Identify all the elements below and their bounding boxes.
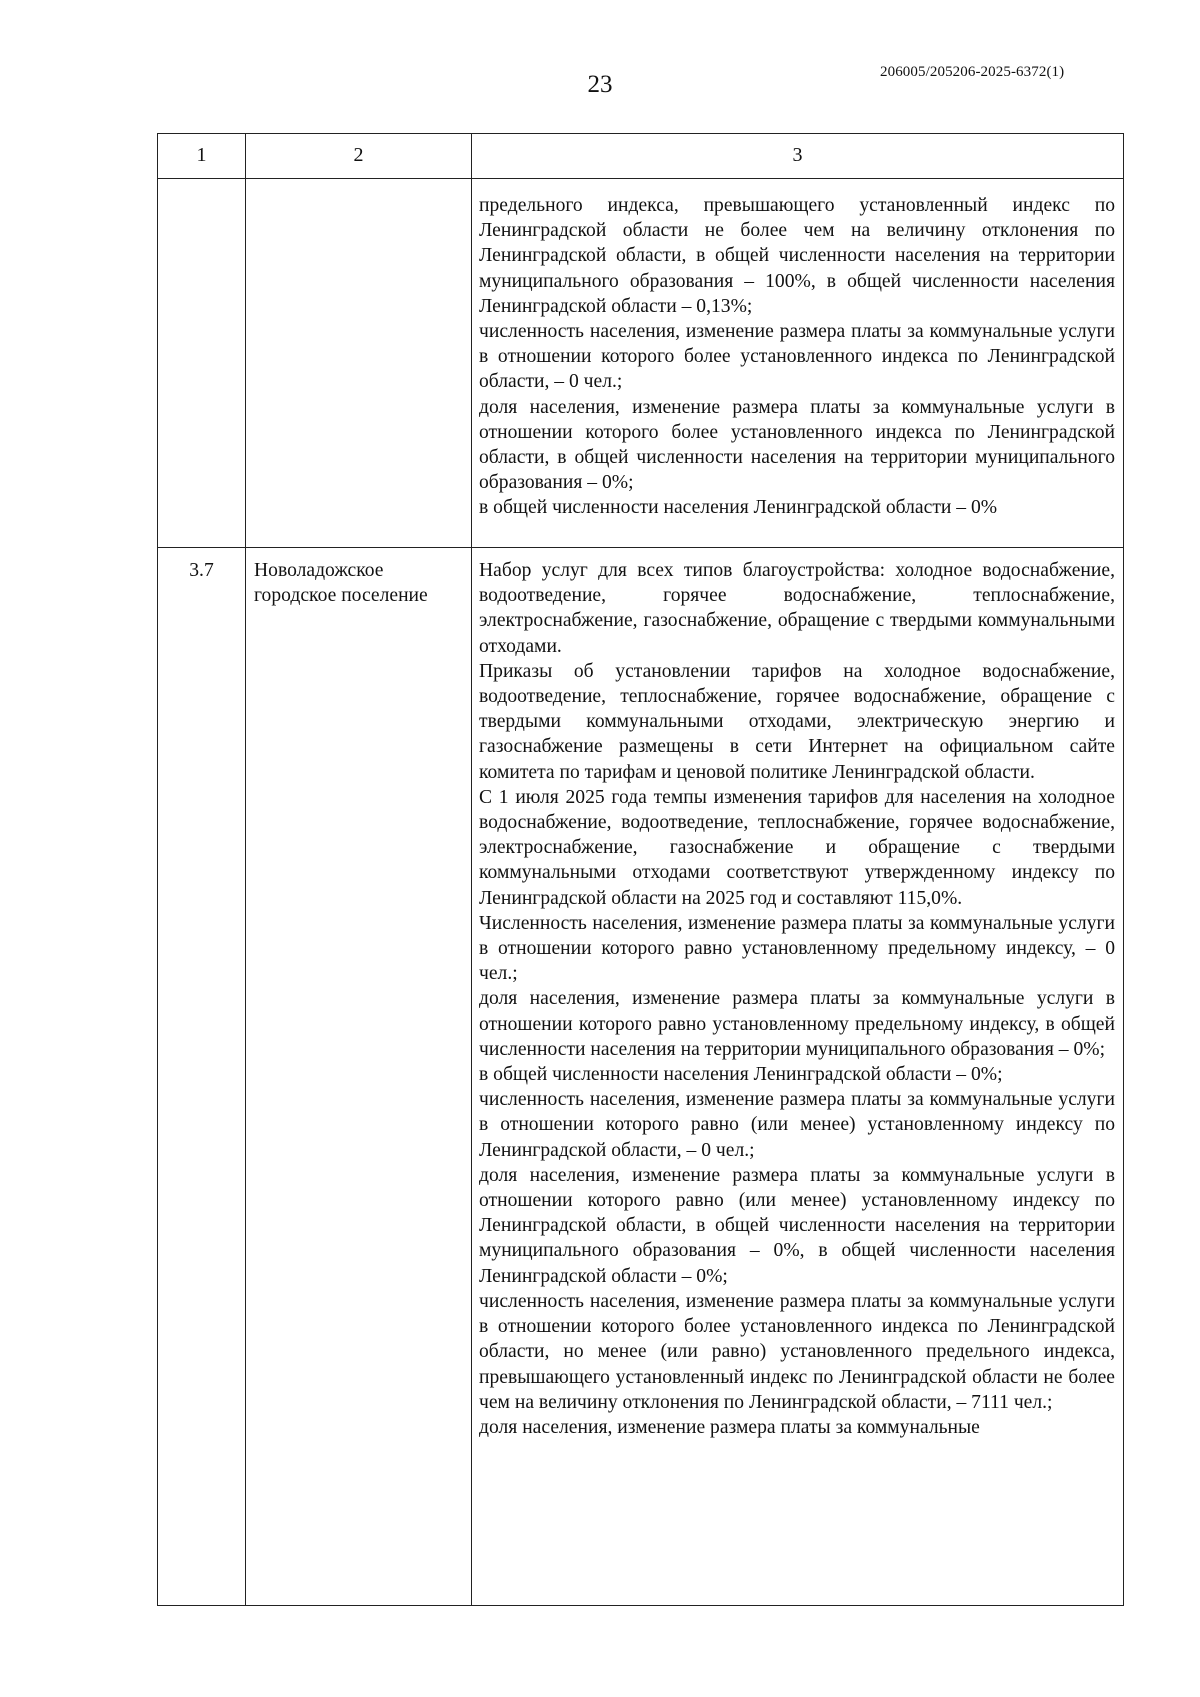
column-header-3: 3 [472,134,1124,179]
paragraph: доля населения, изменение размера платы за коммунальные услуги в отношении которого равно (или менее) установленному индексу по Ленинградской области, в общей численности населения на территории муниципального образования – 0%, в общей численности населения Ленинградской области – 0%; [479,1164,1115,1287]
paragraph: в общей численности населения Ленинградской области – 0%; [479,1064,1003,1086]
paragraph: Набор услуг для всех типов благоустройства: холодное водоснабжение, водоотведение, горячее водоснабжение, теплоснабжение, электроснабжение, газоснабжение, обращение с твердыми коммунальными отходами. [479,560,1115,657]
column-header-1: 1 [158,134,246,179]
table-header-row [158,134,1124,179]
row-number-cell: 3.7 [158,548,246,1606]
paragraph: доля населения, изменение размера платы за коммунальные услуги в отношении которого равно установленному предельному индексу, в общей численности населения на территории муниципального образования – 0%; [479,988,1115,1060]
description-cell [472,548,1124,1606]
paragraph: Приказы об установлении тарифов на холодное водоснабжение, водоотведение, теплоснабжение, горячее водоснабжение, обращение с твердыми коммунальными отходами, электрическую энергию и газоснабжение размещены в сети Интернет на официальном сайте комитета по тарифам и ценовой политике Ленинградской области. [479,660,1115,783]
settlement-name-cell [246,179,472,548]
table-row-3-7 [158,548,1124,1606]
paragraph: в общей численности населения Ленинградской области – 0% [479,497,998,519]
paragraph: численность населения, изменение размера платы за коммунальные услуги в отношении которого более установленного индекса по Ленинградской области, – 0 чел.; [479,321,1115,393]
column-header-2: 2 [246,134,472,179]
paragraph: Численность населения, изменение размера платы за коммунальные услуги в отношении которого равно установленному предельному индексу, – 0 чел.; [479,912,1115,985]
page-number: 23 [587,71,613,98]
paragraph: С 1 июля 2025 года темпы изменения тарифов для населения на холодное водоснабжение, водоотведение, теплоснабжение, горячее водоснабжение, электроснабжение, газоснабжение и обращение с твердыми коммунальными отходами соответствуют утвержденному индексу по Ленинградской области на 2025 год и составляют 115,0%. [479,786,1115,909]
tariff-table [157,133,1124,1606]
row-number-cell [158,179,246,548]
table-row-continuation [158,179,1124,548]
paragraph: численность населения, изменение размера платы за коммунальные услуги в отношении которого равно (или менее) установленному индексу по Ленинградской области, – 0 чел.; [479,1089,1115,1161]
paragraph: предельного индекса, превышающего установленный индекс по Ленинградской области не более чем на величину отклонения по Ленинградской области, в общей численности населения на территории муниципального образования – 100%, в общей численности населения Ленинградской области – 0,13%; [479,195,1115,317]
description-cell [472,179,1124,548]
paragraph: доля населения, изменение размера платы за коммунальные услуги в отношении которого более установленного индекса по Ленинградской области, в общей численности населения на территории муниципального образования – 0%; [479,396,1115,494]
paragraph: численность населения, изменение размера платы за коммунальные услуги в отношении которого более установленного индекса по Ленинградской области, но менее (или равно) установленного предельного индекса, превышающего установленный индекс по Ленинградской области не более чем на величину отклонения по Ленинградской области, – 7111 чел.; [479,1290,1115,1413]
document-code: 206005/205206-2025-6372(1) [880,64,1065,80]
settlement-name-cell: Новоладожское городское поселение [246,548,472,1606]
paragraph: доля населения, изменение размера платы за коммунальные [479,1416,980,1438]
